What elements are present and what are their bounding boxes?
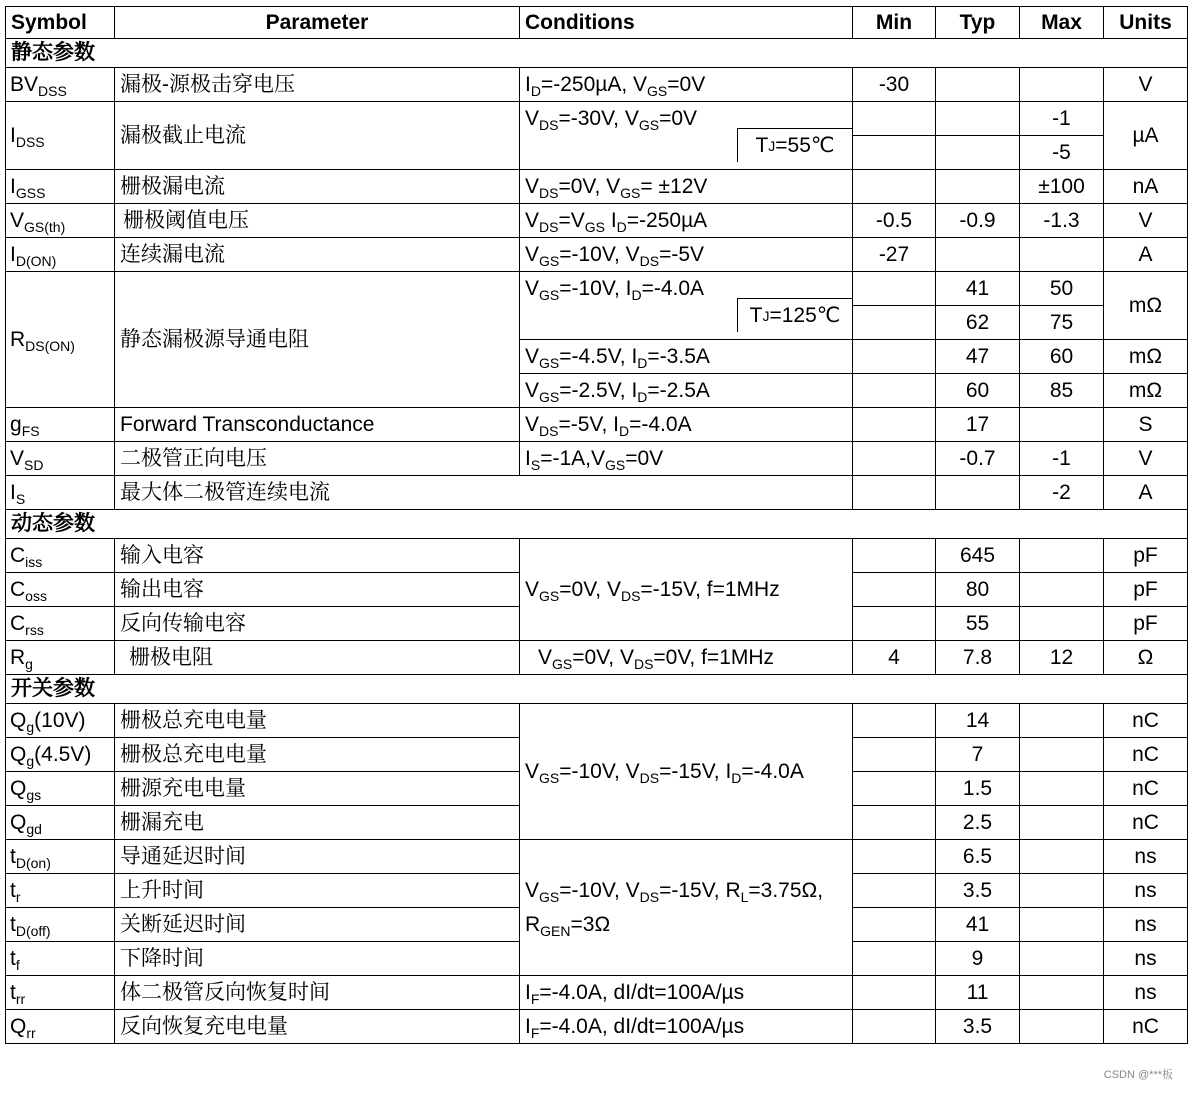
table-row	[6, 704, 1188, 738]
table-row	[6, 68, 1188, 102]
unit-cell: pF	[1104, 573, 1188, 607]
table-row	[6, 976, 1188, 1010]
symbol-cell: $Q_g(4.5V)$	[6, 738, 115, 772]
symbol-cell: $g_{FS}$	[6, 408, 115, 442]
min-cell	[853, 136, 936, 170]
min-cell	[853, 772, 936, 806]
symbol-cell: $t_f$	[6, 942, 115, 976]
unit-cell: mΩ	[1104, 374, 1188, 408]
symbol-cell: $I_{D(ON)}$	[6, 238, 115, 272]
header-row	[6, 7, 1188, 39]
cond-cell: $V_{GS}=-10V$, $V_{DS}=-15V$, $I_D=-4.0A$	[520, 704, 853, 840]
max-cell: -5	[1020, 136, 1104, 170]
unit-cell: ns	[1104, 976, 1188, 1010]
typ-cell: 2.5	[936, 806, 1020, 840]
cond-cell: $V_{GS}=0V$, $V_{DS}=0V$, f=1MHz	[520, 641, 853, 675]
param-cell: 输出电容	[115, 573, 520, 607]
max-cell	[1020, 772, 1104, 806]
min-cell	[853, 738, 936, 772]
param-cell: 漏极-源极击穿电压	[115, 68, 520, 102]
typ-cell: 17	[936, 408, 1020, 442]
tj-subcell: T J =55℃	[737, 128, 852, 162]
param-cell: 下降时间	[115, 942, 520, 976]
max-cell	[1020, 806, 1104, 840]
symbol-cell: $I_{GSS}$	[6, 170, 115, 204]
param-cell: 连续漏电流	[115, 238, 520, 272]
cond-cell: $I_F=-4.0A$, dI/dt=100A/µs	[520, 1010, 853, 1044]
table-row	[6, 102, 1188, 136]
typ-cell	[936, 238, 1020, 272]
unit-cell: µA	[1104, 102, 1188, 170]
max-cell: -1	[1020, 102, 1104, 136]
typ-cell: 645	[936, 539, 1020, 573]
unit-cell: A	[1104, 476, 1188, 510]
max-cell	[1020, 408, 1104, 442]
max-cell: -2	[1020, 476, 1104, 510]
table-row	[6, 442, 1188, 476]
header-parameter: Parameter	[115, 7, 520, 39]
symbol-cell: $I_{DSS}$	[6, 102, 115, 170]
typ-cell	[936, 136, 1020, 170]
cond-cell: $I_S=-1A,V_{GS}=0V$	[520, 442, 853, 476]
unit-cell: Ω	[1104, 641, 1188, 675]
watermark: CSDN @***板	[1103, 1069, 1173, 1081]
cond-cell: $V_{GS}=0V$, $V_{DS}=-15V$, f=1MHz	[520, 539, 853, 641]
typ-cell: 62	[936, 306, 1020, 340]
param-cell: 栅极总充电电量	[115, 704, 520, 738]
max-cell: 50	[1020, 272, 1104, 306]
typ-cell: -0.7	[936, 442, 1020, 476]
max-cell: ±100	[1020, 170, 1104, 204]
header-symbol: Symbol	[6, 7, 115, 39]
param-cell: 关断延迟时间	[115, 908, 520, 942]
typ-cell	[936, 102, 1020, 136]
max-cell	[1020, 908, 1104, 942]
param-cell: 输入电容	[115, 539, 520, 573]
typ-cell: 7	[936, 738, 1020, 772]
unit-cell: V	[1104, 204, 1188, 238]
typ-cell: 14	[936, 704, 1020, 738]
min-cell	[853, 1010, 936, 1044]
table-row	[6, 476, 1188, 510]
table-row	[6, 641, 1188, 675]
min-cell	[853, 306, 936, 340]
typ-cell	[936, 68, 1020, 102]
unit-cell: nA	[1104, 170, 1188, 204]
max-cell	[1020, 738, 1104, 772]
cond-cell: $V_{DS}=-30V$, $V_{GS}=0V$ T J =55℃	[520, 102, 853, 170]
symbol-cell: $Q_{gd}$	[6, 806, 115, 840]
typ-cell: 47	[936, 340, 1020, 374]
param-cell: 栅极电阻	[115, 641, 520, 675]
unit-cell: pF	[1104, 607, 1188, 641]
max-cell	[1020, 607, 1104, 641]
min-cell	[853, 170, 936, 204]
min-cell	[853, 272, 936, 306]
symbol-cell: $t_{D(off)}$	[6, 908, 115, 942]
max-cell	[1020, 704, 1104, 738]
symbol-cell: $V_{GS(th)}$	[6, 204, 115, 238]
typ-cell: 55	[936, 607, 1020, 641]
header-typ: Typ	[936, 7, 1020, 39]
cond-cell: $V_{DS}=-5V$, $I_D=-4.0A$	[520, 408, 853, 442]
unit-cell: ns	[1104, 840, 1188, 874]
min-cell	[853, 539, 936, 573]
symbol-cell: $t_{rr}$	[6, 976, 115, 1010]
typ-cell: 3.5	[936, 1010, 1020, 1044]
table-row	[6, 539, 1188, 573]
typ-cell	[936, 170, 1020, 204]
max-cell	[1020, 68, 1104, 102]
unit-cell: nC	[1104, 1010, 1188, 1044]
typ-cell	[936, 476, 1020, 510]
table-row	[6, 1010, 1188, 1044]
symbol-cell: $Q_{rr}$	[6, 1010, 115, 1044]
section-static: 静态参数	[6, 39, 1188, 68]
max-cell: 60	[1020, 340, 1104, 374]
min-cell	[853, 704, 936, 738]
symbol-cell: $R_g$	[6, 641, 115, 675]
symbol-cell: $C_{iss}$	[6, 539, 115, 573]
param-cell: 体二极管反向恢复时间	[115, 976, 520, 1010]
symbol-cell: $C_{oss}$	[6, 573, 115, 607]
max-cell	[1020, 874, 1104, 908]
symbol-cell: $V_{SD}$	[6, 442, 115, 476]
max-cell: -1	[1020, 442, 1104, 476]
min-cell	[853, 442, 936, 476]
typ-cell: 60	[936, 374, 1020, 408]
max-cell	[1020, 238, 1104, 272]
table-row	[6, 408, 1188, 442]
max-cell	[1020, 976, 1104, 1010]
min-cell	[853, 374, 936, 408]
tj-subcell: T J =125℃	[737, 298, 852, 332]
max-cell: 75	[1020, 306, 1104, 340]
typ-cell: 41	[936, 908, 1020, 942]
unit-cell: A	[1104, 238, 1188, 272]
unit-cell: nC	[1104, 704, 1188, 738]
unit-cell: mΩ	[1104, 340, 1188, 374]
min-cell	[853, 408, 936, 442]
header-units: Units	[1104, 7, 1188, 39]
min-cell: -0.5	[853, 204, 936, 238]
typ-cell: 1.5	[936, 772, 1020, 806]
symbol-cell: $BV_{DSS}$	[6, 68, 115, 102]
max-cell: 12	[1020, 641, 1104, 675]
cond-cell: $V_{GS}=-10V$, $V_{DS}=-5V$	[520, 238, 853, 272]
unit-cell: ns	[1104, 942, 1188, 976]
param-cell: 最大体二极管连续电流	[115, 476, 853, 510]
param-cell: 反向传输电容	[115, 607, 520, 641]
min-cell	[853, 840, 936, 874]
header-conditions: Conditions	[520, 7, 853, 39]
cond-cell: $V_{GS}=-2.5V$, $I_D=-2.5A$	[520, 374, 853, 408]
symbol-cell: $I_S$	[6, 476, 115, 510]
section-row	[6, 510, 1188, 539]
unit-cell: pF	[1104, 539, 1188, 573]
header-min: Min	[853, 7, 936, 39]
symbol-cell: $R_{DS(ON)}$	[6, 272, 115, 408]
typ-cell: 11	[936, 976, 1020, 1010]
section-row	[6, 39, 1188, 68]
typ-cell: 41	[936, 272, 1020, 306]
table-row	[6, 272, 1188, 306]
max-cell	[1020, 840, 1104, 874]
min-cell	[853, 806, 936, 840]
unit-cell: ns	[1104, 874, 1188, 908]
cond-cell: $V_{GS}=-4.5V$, $I_D=-3.5A$	[520, 340, 853, 374]
typ-cell: 80	[936, 573, 1020, 607]
section-switching: 开关参数	[6, 675, 1188, 704]
param-cell: 栅极阈值电压	[115, 204, 520, 238]
param-cell: 反向恢复充电电量	[115, 1010, 520, 1044]
min-cell: -27	[853, 238, 936, 272]
typ-cell: 6.5	[936, 840, 1020, 874]
param-cell: 漏极截止电流	[115, 102, 520, 170]
min-cell	[853, 573, 936, 607]
param-cell: 二极管正向电压	[115, 442, 520, 476]
min-cell	[853, 102, 936, 136]
min-cell	[853, 607, 936, 641]
min-cell	[853, 908, 936, 942]
max-cell	[1020, 942, 1104, 976]
min-cell	[853, 476, 936, 510]
symbol-cell: $C_{rss}$	[6, 607, 115, 641]
unit-cell: nC	[1104, 806, 1188, 840]
min-cell	[853, 874, 936, 908]
unit-cell: V	[1104, 68, 1188, 102]
min-cell: 4	[853, 641, 936, 675]
max-cell	[1020, 539, 1104, 573]
typ-cell: 9	[936, 942, 1020, 976]
min-cell	[853, 976, 936, 1010]
table-row	[6, 170, 1188, 204]
symbol-cell: $Q_g(10V)$	[6, 704, 115, 738]
cond-cell: $V_{DS}=V_{GS}$ $I_D=-250\mu A$	[520, 204, 853, 238]
symbol-cell: $t_{D(on)}$	[6, 840, 115, 874]
max-cell	[1020, 1010, 1104, 1044]
unit-cell: ns	[1104, 908, 1188, 942]
cond-cell: $I_D=-250\mu A$, $V_{GS}=0V$	[520, 68, 853, 102]
min-cell	[853, 942, 936, 976]
symbol-cell: $t_r$	[6, 874, 115, 908]
table-row	[6, 840, 1188, 874]
param-cell: 栅极漏电流	[115, 170, 520, 204]
max-cell: -1.3	[1020, 204, 1104, 238]
cond-cell: $V_{DS}=0V$, $V_{GS}= \pm 12V$	[520, 170, 853, 204]
unit-cell: nC	[1104, 738, 1188, 772]
typ-cell: 3.5	[936, 874, 1020, 908]
param-cell: 栅源充电电量	[115, 772, 520, 806]
max-cell: 85	[1020, 374, 1104, 408]
symbol-cell: $Q_{gs}$	[6, 772, 115, 806]
param-cell: 栅漏充电	[115, 806, 520, 840]
max-cell	[1020, 573, 1104, 607]
unit-cell: nC	[1104, 772, 1188, 806]
unit-cell: V	[1104, 442, 1188, 476]
unit-cell: S	[1104, 408, 1188, 442]
param-cell: 栅极总充电电量	[115, 738, 520, 772]
min-cell: -30	[853, 68, 936, 102]
typ-cell: -0.9	[936, 204, 1020, 238]
section-row	[6, 675, 1188, 704]
unit-cell: mΩ	[1104, 272, 1188, 340]
cond-cell: $V_{GS}=-10V$, $I_D=-4.0A$ T J =125℃	[520, 272, 853, 340]
spec-table	[5, 6, 1188, 1044]
param-cell: 静态漏极源导通电阻	[115, 272, 520, 408]
param-cell: 上升时间	[115, 874, 520, 908]
cond-cell: $I_F=-4.0A$, dI/dt=100A/µs	[520, 976, 853, 1010]
param-cell: 导通延迟时间	[115, 840, 520, 874]
cond-cell: $V_{GS}=-10V$, $V_{DS}=-15V$, $R_L=3.75\Omega$, $R_{GEN}=3\Omega$	[520, 840, 853, 976]
table-row	[6, 204, 1188, 238]
table-row	[6, 238, 1188, 272]
section-dynamic: 动态参数	[6, 510, 1188, 539]
header-max: Max	[1020, 7, 1104, 39]
min-cell	[853, 340, 936, 374]
typ-cell: 7.8	[936, 641, 1020, 675]
param-cell: Forward Transconductance	[115, 408, 520, 442]
